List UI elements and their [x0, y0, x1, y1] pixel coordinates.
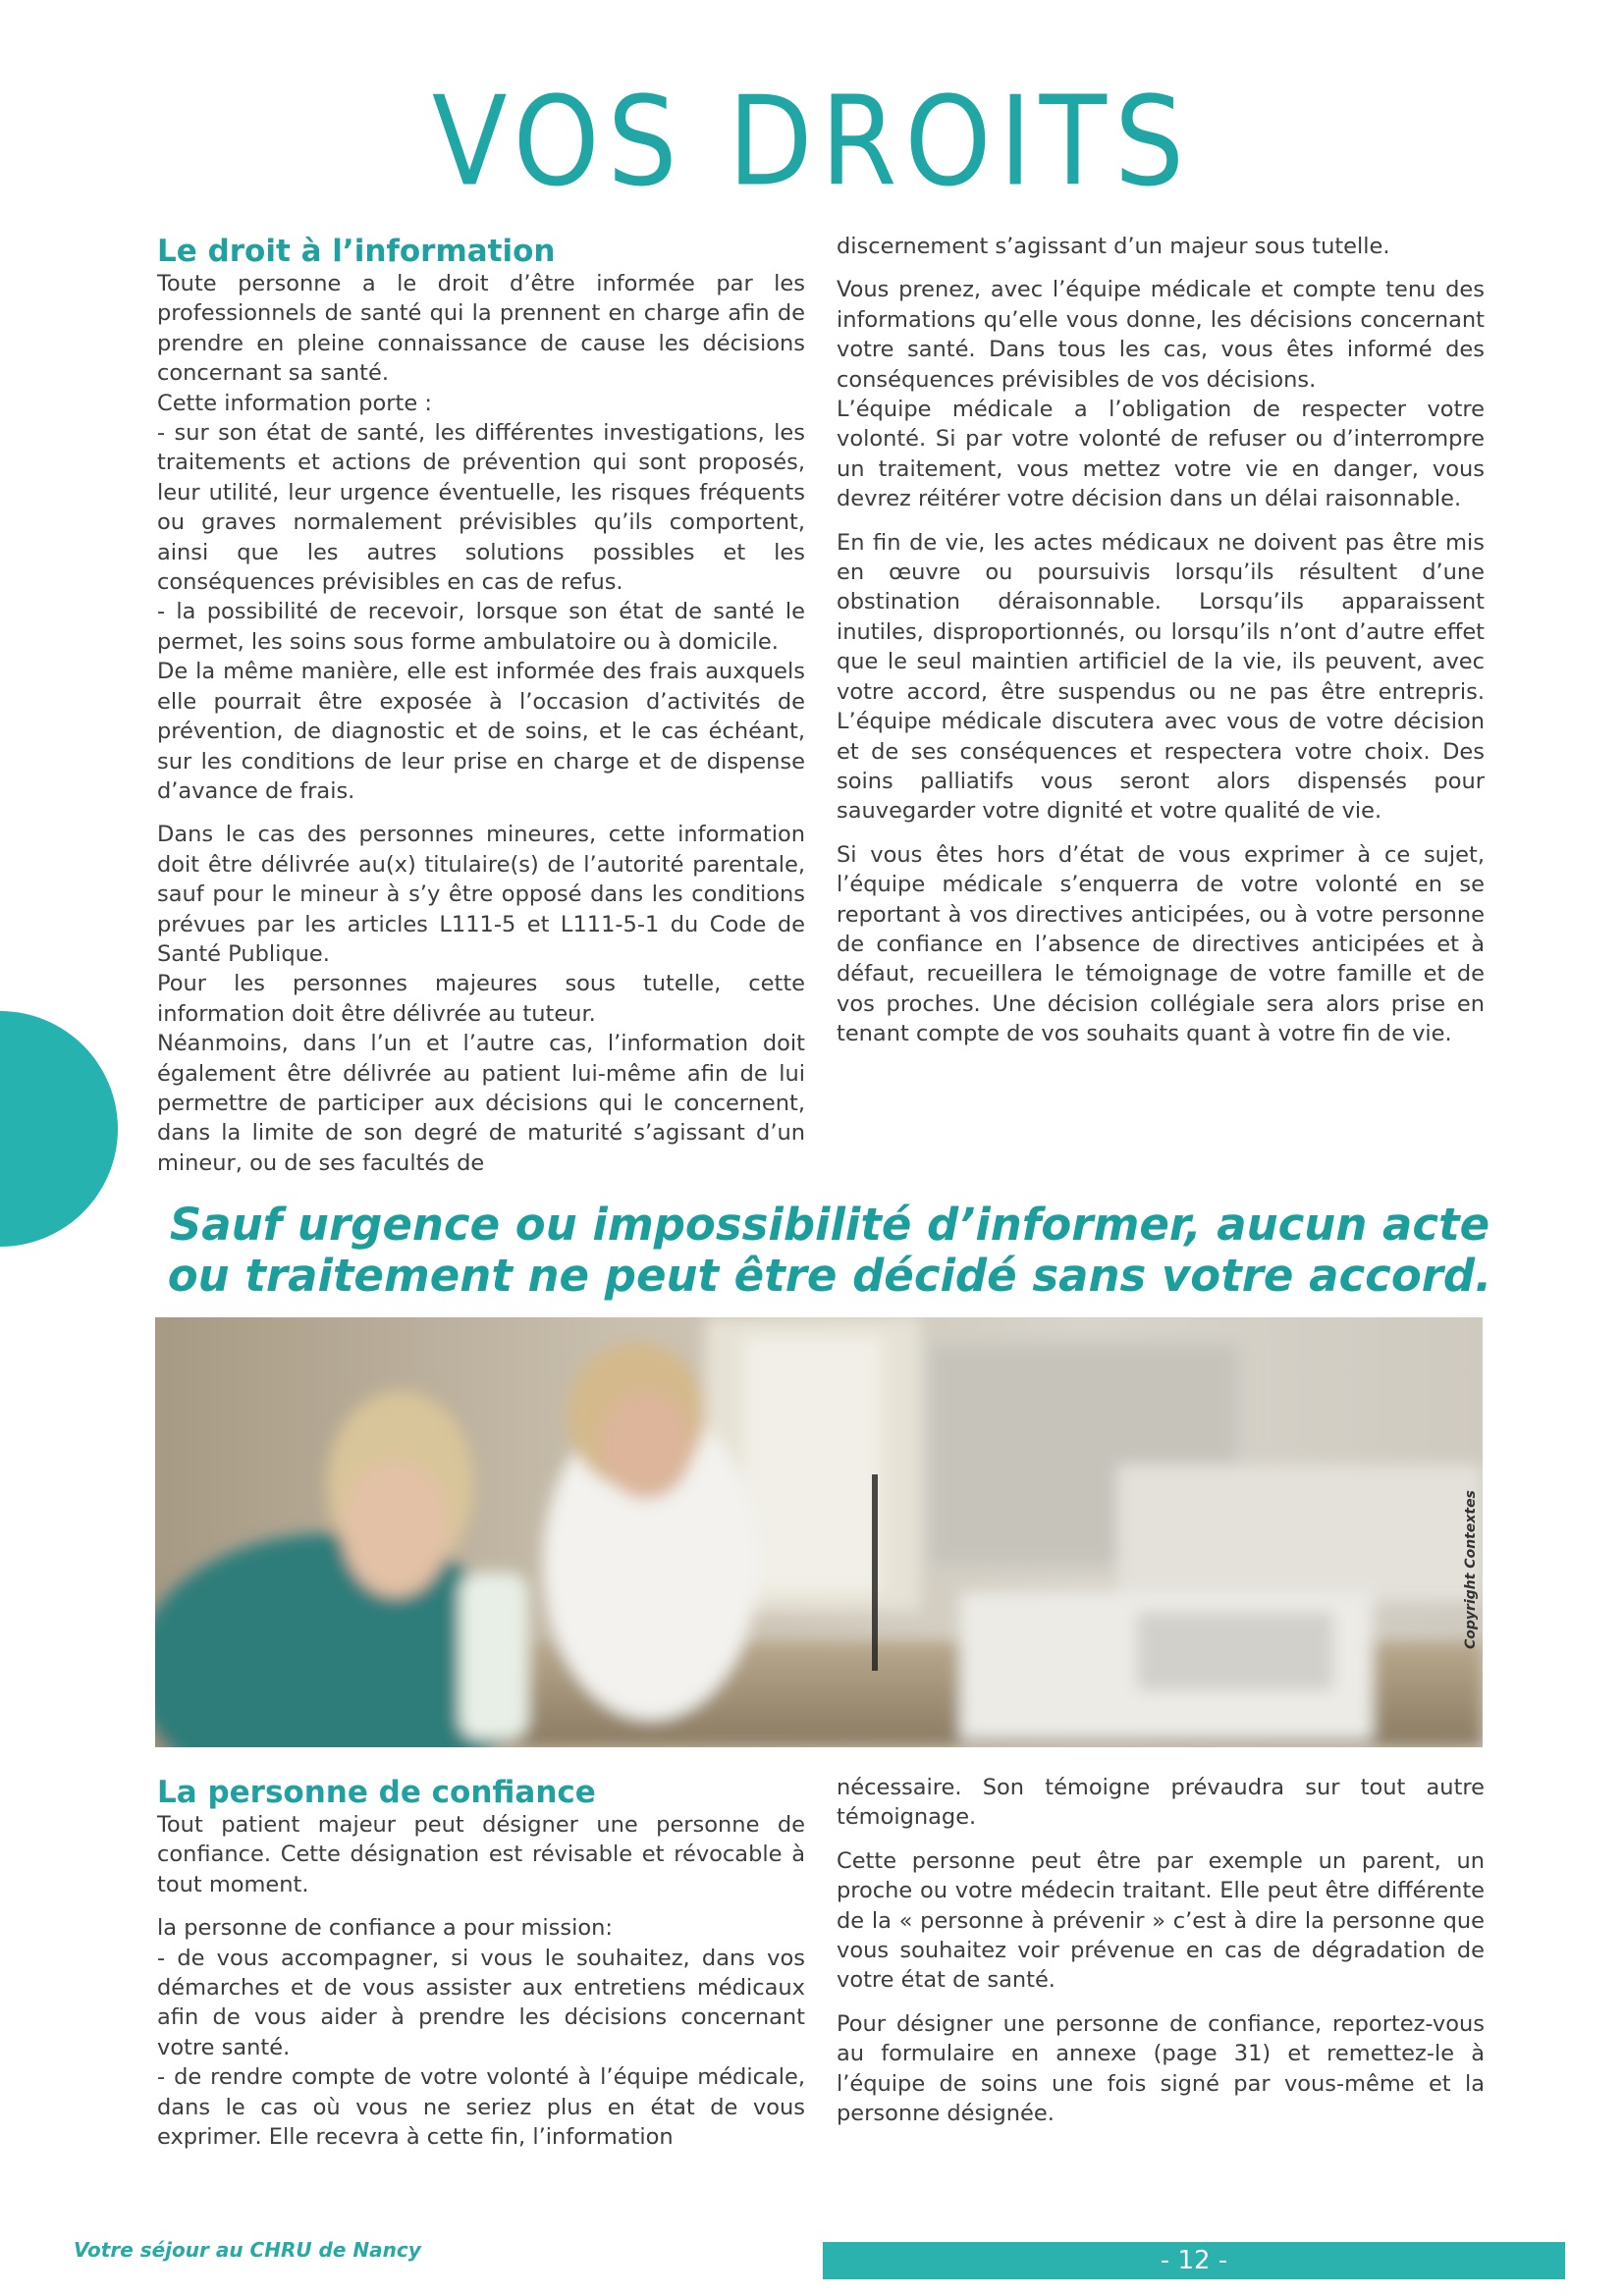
paragraph: Néanmoins, dans l’un et l’autre cas, l’information doit également être délivrée au patient lui-même afin de lui permettre de participer aux décisions qui le concernent, dans la limite de son degré de maturité s’agissant d’un mineur, ou de ses facultés de: [157, 1031, 805, 1176]
paragraph: Tout patient majeur peut désigner une personne de confiance. Cette désignation est révisable et révocable à tout moment.: [157, 1812, 805, 1897]
paragraph: - sur son état de santé, les différentes investigations, les traitements et actions de prévention qui sont proposés, leur utilité, leur urgence éventuelle, les risques fréquents ou graves normalement prévisibles qu’ils comportent, ainsi que les autres solutions possibles et les conséquences prévisibles en cas de refus.: [157, 420, 805, 596]
photo-credit: Copyright Contextes: [1463, 1490, 1479, 1649]
paragraph: Toute personne a le droit d’être informée par les professionnels de santé qui la prennent en charge afin de prendre en pleine connaissance de cause les décisions concernant sa santé.: [157, 271, 805, 387]
paragraph: Dans le cas des personnes mineures, cette information doit être délivrée au(x) titulaire(s) de l’autorité parentale, sauf pour le mineur à s’y être opposé dans les conditions prévues par les articles L111-5 et L111-5-1 du Code de Santé Publique.: [157, 822, 805, 967]
footer-publication-title: Votre séjour au CHRU de Nancy: [74, 2238, 421, 2262]
consultation-photo: [155, 1317, 1483, 1747]
paragraph: De la même manière, elle est informée des frais auxquels elle pourrait être exposée à l’occasion d’activités de prévention, de diagnostic et de soins, et le cas échéant, sur les conditions de leur prise en charge et de dispense d’avance de frais.: [157, 659, 805, 804]
paragraph: Vous prenez, avec l’équipe médicale et compte tenu des informations qu’elle vous donne, les décisions concernant votre santé. Dans tous les cas, vous êtes informé des conséquences prévisibles de vos décisions.: [837, 277, 1485, 393]
confiance-left-column: [157, 1775, 805, 2152]
highlight-quote: [147, 1200, 1512, 1302]
page-number-bar: [823, 2242, 1565, 2279]
paragraph: Pour les personnes majeures sous tutelle, cette information doit être délivrée au tuteur.: [157, 971, 805, 1027]
info-right-column: [837, 232, 1485, 1049]
paragraph: discernement s’agissant d’un majeur sous tutelle.: [837, 234, 1390, 259]
page-title: VOS DROITS: [431, 71, 1193, 214]
quote-line: Sauf urgence ou impossibilité d’informer, aucun acte: [169, 1199, 1490, 1251]
decorative-circle: [0, 1011, 118, 1247]
paragraph: - la possibilité de recevoir, lorsque son état de santé le permet, les soins sous forme ambulatoire ou à domicile.: [157, 599, 805, 655]
section-heading-confiance: La personne de confiance: [157, 1775, 596, 1810]
paragraph: nécessaire. Son témoigne prévaudra sur tout autre témoignage.: [837, 1775, 1485, 1831]
paragraph: - de vous accompagner, si vous le souhaitez, dans vos démarches et de vous assister aux entretiens médicaux afin de vous aider à prendre les décisions concernant votre santé.: [157, 1945, 805, 2060]
paragraph: Cette information porte :: [157, 390, 432, 416]
paragraph: Si vous êtes hors d’état de vous exprimer à ce sujet, l’équipe médicale s’enquerra de votre volonté en se reportant à vos directives anticipées, ou à votre personne de confiance en l’absence de directives anticipées et à défaut, recueillera le témoignage de votre famille et de vos proches. Une décision collégiale sera alors prise en tenant compte de vos souhaits quant à votre fin de vie.: [837, 841, 1485, 1047]
paragraph: la personne de confiance a pour mission:: [157, 1915, 613, 1942]
paragraph: Cette personne peut être par exemple un parent, un proche ou votre médecin traitant. Elle peut être différente de la « personne à prévenir » c’est à dire la personne que vous souhaitez voir prévenue en cas de dégradation de votre état de santé.: [837, 1847, 1485, 1994]
confiance-right-column: [837, 1773, 1485, 2128]
info-left-column: [157, 234, 805, 1178]
quote-line: ou traitement ne peut être décidé sans votre accord.: [167, 1250, 1492, 1302]
paragraph: En fin de vie, les actes médicaux ne doivent pas être mis en œuvre ou poursuivis lorsqu’ils résultent d’une obstination déraisonnable. Lorsqu’ils apparaissent inutiles, disproportionnés, ou lorsqu’ils n’ont d’autre effet que le seul maintien artificiel de la vie, ils peuvent, avec votre accord, être suspendus ou ne pas être entrepris. L’équipe médicale discutera avec vous de votre décision et de ses conséquences et respectera votre choix. Des soins palliatifs vous seront alors dispensés pour sauvegarder votre dignité et votre qualité de vie.: [837, 529, 1485, 825]
page-number: - 12 -: [1160, 2246, 1228, 2275]
paragraph: - de rendre compte de votre volonté à l’équipe médicale, dans le cas où vous ne seriez plus en état de vous exprimer. Elle recevra à cette fin, l’information: [157, 2064, 805, 2151]
paragraph: L’équipe médicale a l’obligation de respecter votre volonté. Si par votre volonté de refuser ou d’interrompre un traitement, vous mettez votre vie en danger, vous devrez réitérer votre décision dans un délai raisonnable.: [837, 397, 1485, 512]
section-heading-information: Le droit à l’information: [157, 234, 556, 269]
paragraph: Pour désigner une personne de confiance, reportez-vous au formulaire en annexe (page 31) et remettez-le à l’équipe de soins une fois signé par vous-même et la personne désignée.: [837, 2010, 1485, 2127]
